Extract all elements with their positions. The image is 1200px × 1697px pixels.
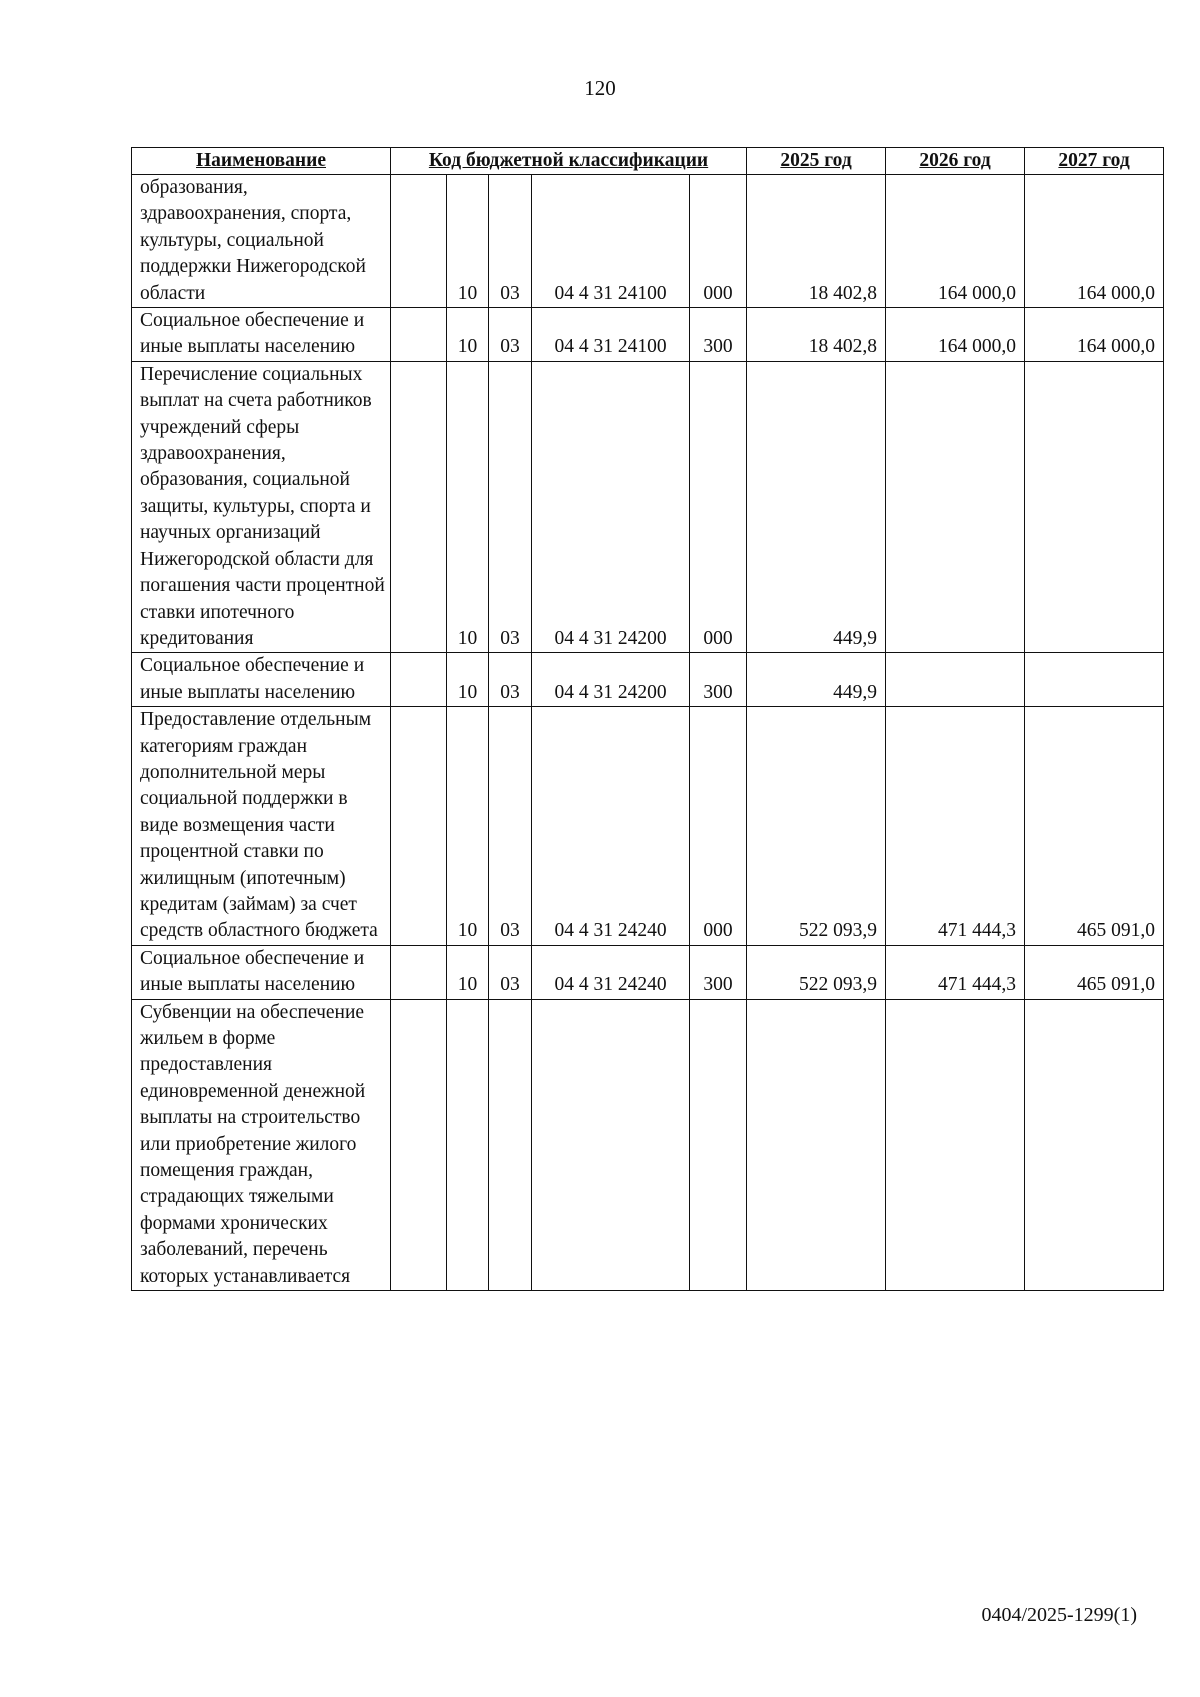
row-target: 04 4 31 24240 <box>532 707 690 946</box>
row-name: Перечисление социальных выплат на счета работников учреждений сферы здравоохранения, образования, социальной защиты, культуры, спорта и научных организаций Нижегородской области для погашения части процентной ставки ипотечного кредитования <box>132 361 391 652</box>
row-2026: 164 000,0 <box>886 308 1025 362</box>
table-row <box>132 945 1164 999</box>
row-target: 04 4 31 24100 <box>532 175 690 308</box>
row-subsection: 03 <box>489 707 532 946</box>
row-kind: 000 <box>690 175 747 308</box>
table-header-row <box>132 148 1164 175</box>
row-section: 10 <box>447 653 489 707</box>
row-kind: 000 <box>690 361 747 652</box>
row-2026 <box>886 999 1025 1290</box>
row-name: Социальное обеспечение и иные выплаты населению <box>132 653 391 707</box>
row-2027: 164 000,0 <box>1025 175 1164 308</box>
table-row <box>132 308 1164 362</box>
header-code: Код бюджетной классификации <box>391 148 747 175</box>
row-name: Социальное обеспечение и иные выплаты населению <box>132 308 391 362</box>
row-2025: 449,9 <box>747 653 886 707</box>
row-section <box>447 999 489 1290</box>
table-row <box>132 361 1164 652</box>
row-subsection: 03 <box>489 175 532 308</box>
row-subsection <box>489 999 532 1290</box>
row-name: образования, здравоохранения, спорта, культуры, социальной поддержки Нижегородской области <box>132 175 391 308</box>
row-kind <box>690 999 747 1290</box>
row-2025 <box>747 999 886 1290</box>
row-2026: 164 000,0 <box>886 175 1025 308</box>
row-target <box>532 999 690 1290</box>
row-kind: 300 <box>690 308 747 362</box>
row-2026: 471 444,3 <box>886 707 1025 946</box>
table-row <box>132 175 1164 308</box>
row-2025: 522 093,9 <box>747 945 886 999</box>
row-kind: 300 <box>690 945 747 999</box>
row-2026 <box>886 653 1025 707</box>
table-row <box>132 999 1164 1290</box>
row-kind: 000 <box>690 707 747 946</box>
row-2027: 465 091,0 <box>1025 707 1164 946</box>
row-section: 10 <box>447 707 489 946</box>
row-target: 04 4 31 24200 <box>532 653 690 707</box>
row-target: 04 4 31 24200 <box>532 361 690 652</box>
table-row <box>132 653 1164 707</box>
row-kind: 300 <box>690 653 747 707</box>
row-code-blank <box>391 175 447 308</box>
document-number: 0404/2025-1299(1) <box>981 1604 1137 1626</box>
row-2027 <box>1025 361 1164 652</box>
row-code-blank <box>391 999 447 1290</box>
row-section: 10 <box>447 945 489 999</box>
row-2025: 449,9 <box>747 361 886 652</box>
row-subsection: 03 <box>489 308 532 362</box>
row-name: Предоставление отдельным категориям граждан дополнительной меры социальной поддержки в виде возмещения части процентной ставки по жилищным (ипотечным) кредитам (займам) за счет средств областного бюджета <box>132 707 391 946</box>
row-code-blank <box>391 707 447 946</box>
row-name: Субвенции на обеспечение жильем в форме предоставления единовременной денежной выплаты на строительство или приобретение жилого помещения граждан, страдающих тяжелыми формами хронических заболеваний, перечень которых устанавливается <box>132 999 391 1290</box>
row-section: 10 <box>447 308 489 362</box>
row-2027 <box>1025 653 1164 707</box>
header-2026: 2026 год <box>886 148 1025 175</box>
row-section: 10 <box>447 361 489 652</box>
row-code-blank <box>391 361 447 652</box>
row-2027: 164 000,0 <box>1025 308 1164 362</box>
row-2027: 465 091,0 <box>1025 945 1164 999</box>
row-target: 04 4 31 24100 <box>532 308 690 362</box>
row-code-blank <box>391 653 447 707</box>
row-target: 04 4 31 24240 <box>532 945 690 999</box>
row-subsection: 03 <box>489 945 532 999</box>
row-2026: 471 444,3 <box>886 945 1025 999</box>
budget-table <box>131 147 1164 1291</box>
row-2026 <box>886 361 1025 652</box>
row-2025: 522 093,9 <box>747 707 886 946</box>
row-subsection: 03 <box>489 653 532 707</box>
header-name: Наименование <box>132 148 391 175</box>
page-number: 120 <box>584 76 616 100</box>
header-2025: 2025 год <box>747 148 886 175</box>
row-2025: 18 402,8 <box>747 308 886 362</box>
row-section: 10 <box>447 175 489 308</box>
row-subsection: 03 <box>489 361 532 652</box>
header-2027: 2027 год <box>1025 148 1164 175</box>
row-2025: 18 402,8 <box>747 175 886 308</box>
row-code-blank <box>391 308 447 362</box>
row-code-blank <box>391 945 447 999</box>
table-row <box>132 707 1164 946</box>
row-2027 <box>1025 999 1164 1290</box>
row-name: Социальное обеспечение и иные выплаты населению <box>132 945 391 999</box>
